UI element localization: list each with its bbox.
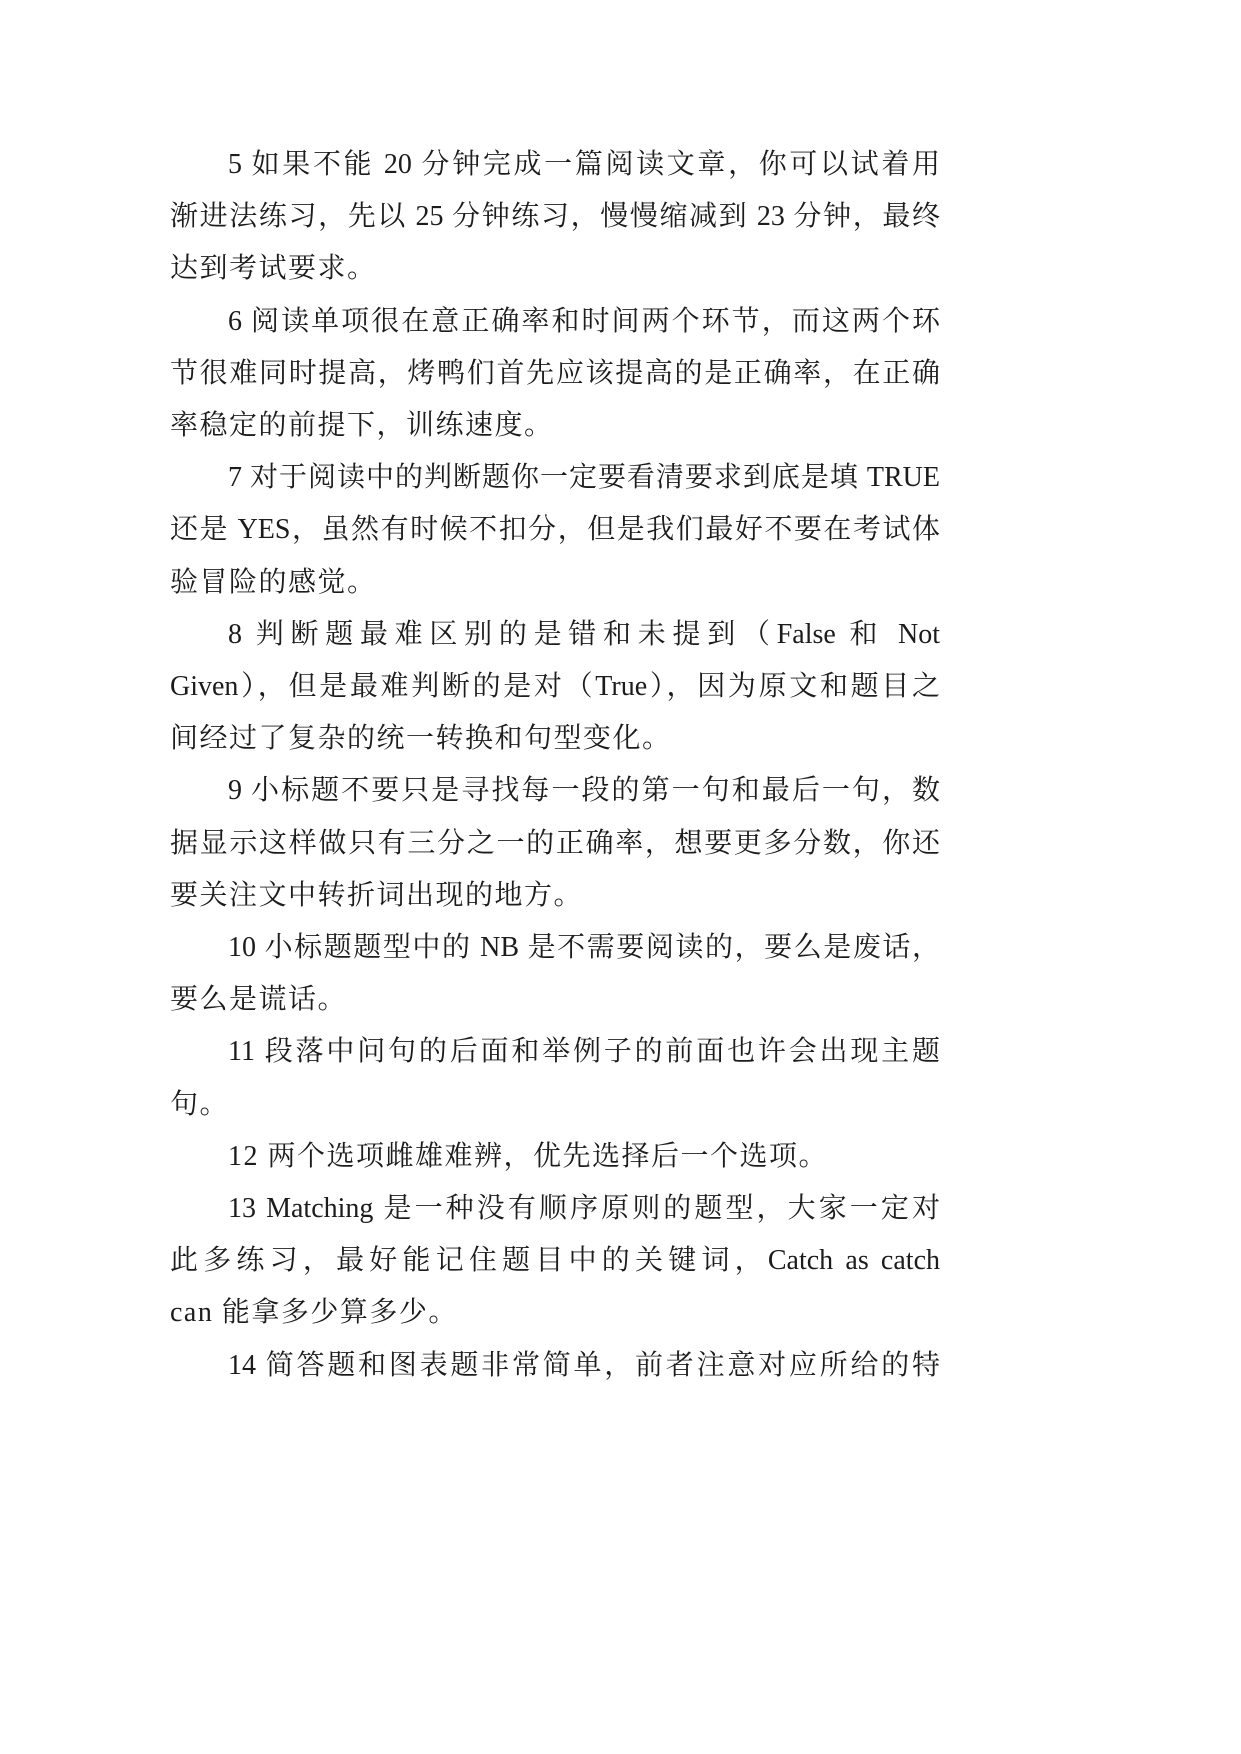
text-line: can 能拿多少算多少。 (170, 1297, 458, 1329)
document-body (170, 139, 940, 1392)
text-line: Given），但是最难判断的是对（True），因为原文和题目之 (170, 671, 940, 703)
text-line: 率稳定的前提下，训练速度。 (170, 410, 554, 442)
text-line: 11 段落中问句的后面和举例子的前面也许会出现主题 (228, 1036, 940, 1068)
text-line: 10 小标题题型中的 NB 是不需要阅读的，要么是废话， (228, 932, 940, 964)
text-line: 节很难同时提高，烤鸭们首先应该提高的是正确率，在正确 (170, 357, 940, 389)
paragraph-13 (170, 1183, 940, 1340)
text-line: 渐进法练习，先以 25 分钟练习，慢慢缩减到 23 分钟，最终 (170, 201, 940, 233)
paragraph-8 (170, 609, 940, 766)
paragraph-7 (170, 452, 940, 609)
text-line: 达到考试要求。 (170, 253, 377, 285)
text-line: 要么是谎话。 (170, 984, 348, 1016)
text-line: 12 两个选项雌雄难辨，优先选择后一个选项。 (228, 1140, 829, 1172)
text-line: 据显示这样做只有三分之一的正确率，想要更多分数，你还 (170, 827, 940, 859)
paragraph-14 (170, 1340, 940, 1392)
text-line: 13 Matching 是一种没有顺序原则的题型，大家一定对 (228, 1193, 940, 1225)
paragraph-6 (170, 296, 940, 453)
paragraph-12 (170, 1131, 940, 1183)
text-line: 验冒险的感觉。 (170, 566, 377, 598)
text-line: 14 简答题和图表题非常简单，前者注意对应所给的特 (228, 1349, 940, 1381)
paragraph-9 (170, 765, 940, 922)
text-line: 句。 (170, 1088, 230, 1120)
text-line: 还是 YES，虽然有时候不扣分，但是我们最好不要在考试体 (170, 514, 940, 546)
text-line: 此多练习，最好能记住题目中的关键词，Catch as catch (170, 1245, 940, 1277)
text-line: 6 阅读单项很在意正确率和时间两个环节，而这两个环 (228, 305, 940, 337)
text-line: 要关注文中转折词出现的地方。 (170, 879, 584, 911)
text-line: 5 如果不能 20 分钟完成一篇阅读文章，你可以试着用 (228, 149, 940, 180)
paragraph-5 (170, 139, 940, 296)
text-line: 7 对于阅读中的判断题你一定要看清要求到底是填 TRUE (228, 462, 940, 494)
paragraph-11 (170, 1026, 940, 1130)
text-line: 8 判断题最难区别的是错和未提到（False 和 Not (228, 618, 940, 650)
text-line: 9 小标题不要只是寻找每一段的第一句和最后一句，数 (228, 775, 940, 807)
paragraph-10 (170, 922, 940, 1026)
text-line: 间经过了复杂的统一转换和句型变化。 (170, 723, 672, 755)
